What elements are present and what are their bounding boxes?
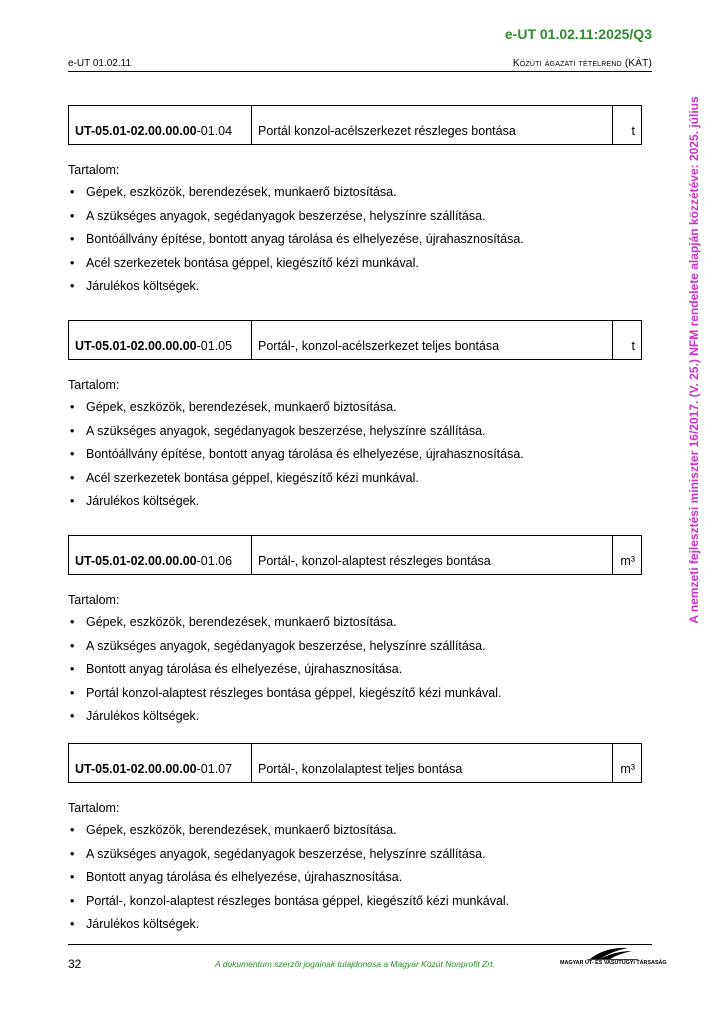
list-item: • A szükséges anyagok, segédanyagok beszerzése, helyszínre szállítása. <box>68 845 642 869</box>
item-section <box>68 743 642 939</box>
item-code-table <box>68 105 642 145</box>
item-code-table <box>68 320 642 360</box>
page-number: 32 <box>68 957 82 971</box>
item-code-main: UT-05.01-02.00.00.00 <box>75 554 197 568</box>
item-code <box>69 536 252 575</box>
society-logo-text: MAGYAR ÚT- ÉS VASÚTÜGYI TÁRSASÁG <box>560 960 667 966</box>
content-list <box>68 821 642 939</box>
list-item: • Bontóállvány építése, bontott anyag tárolása és elhelyezése, újrahasznosítása. <box>68 445 642 469</box>
list-item: • Gépek, eszközök, berendezések, munkaerő biztosítása. <box>68 821 642 845</box>
item-code-suffix: -01.07 <box>196 762 233 776</box>
content-list <box>68 398 642 516</box>
header-left-text: e-UT 01.02.11 <box>68 58 132 69</box>
item-code <box>69 744 252 783</box>
item-unit: t <box>613 321 642 360</box>
list-item: • Portál konzol-alaptest részleges bontása géppel, kiegészítő kézi munkával. <box>68 684 642 708</box>
content-label: Tartalom: <box>68 593 120 607</box>
item-title: Portál-, konzol-alaptest részleges bontása <box>252 536 613 575</box>
list-item: • Járulékos költségek. <box>68 915 642 939</box>
item-code <box>69 106 252 145</box>
header-rule <box>68 71 652 72</box>
list-item: • Gépek, eszközök, berendezések, munkaerő biztosítása. <box>68 398 642 422</box>
side-publication-note-text: A nemzeti fejlesztési miniszter 16/2017. (V. 25.) NFM rendelete alapján közzétéve: 2025. július <box>687 96 701 624</box>
item-unit: m³ <box>613 744 642 783</box>
item-code-suffix: -01.05 <box>196 339 233 353</box>
content-label: Tartalom: <box>68 163 120 177</box>
item-unit: t <box>613 106 642 145</box>
list-item: • Bontóállvány építése, bontott anyag tárolása és elhelyezése, újrahasznosítása. <box>68 230 642 254</box>
item-title: Portál konzol-acélszerkezet részleges bontása <box>252 106 613 145</box>
item-section <box>68 320 642 516</box>
item-title: Portál-, konzolalaptest teljes bontása <box>252 744 613 783</box>
list-item: • Járulékos költségek. <box>68 277 642 301</box>
item-title: Portál-, konzol-acélszerkezet teljes bontása <box>252 321 613 360</box>
list-item: • Bontott anyag tárolása és elhelyezése, újrahasznosítása. <box>68 868 642 892</box>
item-code-table <box>68 535 642 575</box>
content-list <box>68 183 642 301</box>
content-list <box>68 613 642 731</box>
item-code-suffix: -01.06 <box>196 554 233 568</box>
list-item: • Bontott anyag tárolása és elhelyezése, újrahasznosítása. <box>68 660 642 684</box>
item-unit: m³ <box>613 536 642 575</box>
society-logo <box>560 945 667 973</box>
item-code <box>69 321 252 360</box>
item-code-table <box>68 743 642 783</box>
list-item: • Acél szerkezetek bontása géppel, kiegészítő kézi munkával. <box>68 254 642 278</box>
list-item: • Gépek, eszközök, berendezések, munkaerő biztosítása. <box>68 183 642 207</box>
copyright-notice: A dokumentum szerzői jogainak tulajdonosa a Magyar Közút Nonprofit Zrt. <box>215 959 495 969</box>
list-item: • Gépek, eszközök, berendezések, munkaerő biztosítása. <box>68 613 642 637</box>
item-code-main: UT-05.01-02.00.00.00 <box>75 124 197 138</box>
item-code-main: UT-05.01-02.00.00.00 <box>75 762 197 776</box>
list-item: • A szükséges anyagok, segédanyagok beszerzése, helyszínre szállítása. <box>68 637 642 661</box>
item-section <box>68 535 642 731</box>
list-item: • Acél szerkezetek bontása géppel, kiegészítő kézi munkával. <box>68 469 642 493</box>
list-item: • A szükséges anyagok, segédanyagok beszerzése, helyszínre szállítása. <box>68 207 642 231</box>
content-label: Tartalom: <box>68 801 120 815</box>
content-label: Tartalom: <box>68 378 120 392</box>
list-item: • Portál-, konzol-alaptest részleges bontása géppel, kiegészítő kézi munkával. <box>68 892 642 916</box>
list-item: • Járulékos költségek. <box>68 492 642 516</box>
header-right-text: Közúti ágazati tételrend (KÁT) <box>512 58 652 69</box>
society-logo-icon <box>560 945 660 961</box>
item-code-main: UT-05.01-02.00.00.00 <box>75 339 197 353</box>
item-code-suffix: -01.04 <box>196 124 233 138</box>
list-item: • Járulékos költségek. <box>68 707 642 731</box>
item-section <box>68 105 642 301</box>
document-code: e-UT 01.02.11:2025/Q3 <box>504 26 652 42</box>
list-item: • A szükséges anyagok, segédanyagok beszerzése, helyszínre szállítása. <box>68 422 642 446</box>
